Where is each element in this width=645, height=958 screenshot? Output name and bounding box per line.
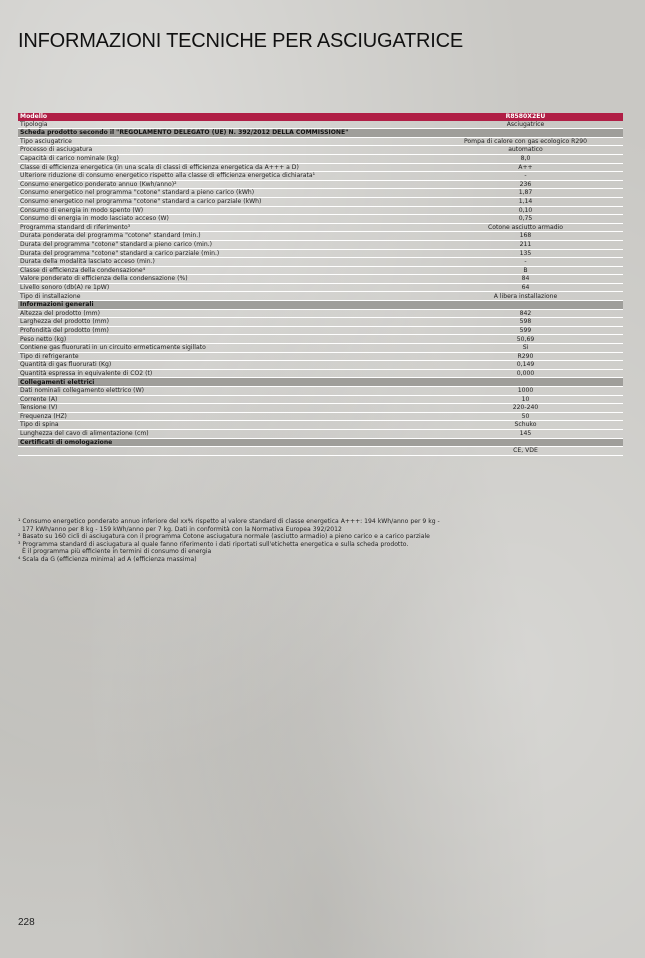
row-label: Frequenza (HZ) [18, 412, 428, 421]
table-row [18, 266, 623, 275]
row-value: 84 [428, 275, 623, 284]
table-row [18, 249, 623, 258]
footnote [18, 541, 623, 556]
row-value: 8,0 [428, 154, 623, 163]
table-row [18, 206, 623, 215]
section-header-row [18, 378, 623, 387]
section-header-row [18, 301, 623, 310]
row-value [428, 301, 623, 310]
row-label: Consumo di energia in modo lasciato acceso (W) [18, 215, 428, 224]
row-label: Classe di efficienza energetica (in una scala di classi di efficienza energetica da A+++ a D) [18, 163, 428, 172]
table-row [18, 387, 623, 396]
table-row [18, 180, 623, 189]
row-value: Sì [428, 344, 623, 353]
table-header-row [18, 113, 623, 121]
row-value: 0,75 [428, 215, 623, 224]
footnote-text: Programma standard di asciugatura al quale fanno riferimento i dati riportati sull'etichetta energetica e sulla scheda prodotto. [22, 540, 409, 548]
table-row [18, 163, 623, 172]
row-value: 220-240 [428, 404, 623, 413]
row-label: Consumo energetico nel programma "cotone" standard a carico parziale (kWh) [18, 197, 428, 206]
row-label: Capacità di carico nominale (kg) [18, 154, 428, 163]
footnote-text: Basato su 160 cicli di asciugatura con il programma Cotone asciugatura normale (asciutto armadio) a pieno carico e a carico parziale [22, 533, 430, 541]
row-value: R290 [428, 352, 623, 361]
table-row [18, 240, 623, 249]
header-model-value: R8580X2EU [428, 113, 623, 121]
section-label: Collegamenti elettrici [18, 378, 428, 387]
row-value [428, 378, 623, 387]
footnote-text: Consumo energetico ponderato annuo inferiore del xx% rispetto al valore standard di classe energetica A+++: 194 kWh/anno per 9 kg - [22, 518, 440, 525]
table-row [18, 258, 623, 267]
footnote-marker: ¹ [18, 518, 21, 525]
row-label: Durata del programma "cotone" standard a carico parziale (min.) [18, 249, 428, 258]
table-row [18, 447, 623, 456]
row-label: Profondità del prodotto (mm) [18, 326, 428, 335]
table-row [18, 275, 623, 284]
table-row [18, 352, 623, 361]
row-label: Durata del programma "cotone" standard a pieno carico (min.) [18, 240, 428, 249]
row-value [428, 129, 623, 138]
footnote-text: Scala da G (efficienza minima) ad A (efficienza massima) [22, 555, 197, 563]
page-title: INFORMAZIONI TECNICHE PER ASCIUGATRICE [18, 30, 464, 52]
row-label: Classe di efficienza della condensazione⁴ [18, 266, 428, 275]
table-row [18, 172, 623, 181]
row-value: automatico [428, 146, 623, 155]
row-value: 236 [428, 180, 623, 189]
footnotes [18, 518, 623, 564]
row-value: CE, VDE [428, 447, 623, 456]
row-label: Consumo di energia in modo spento (W) [18, 206, 428, 215]
spec-table-body [18, 113, 623, 455]
spec-table [18, 113, 623, 456]
row-value: 1000 [428, 387, 623, 396]
table-row [18, 412, 623, 421]
row-label: Tipo di installazione [18, 292, 428, 301]
section-label: Informazioni generali [18, 301, 428, 310]
footnote-marker: ³ [18, 540, 21, 548]
footnote [18, 533, 623, 541]
row-value: 1,14 [428, 197, 623, 206]
section-label: Certificati di omologazione [18, 438, 428, 447]
row-label: Valore ponderato di efficienza della condensazione (%) [18, 275, 428, 284]
row-value: A libera installazione [428, 292, 623, 301]
row-value: 168 [428, 232, 623, 241]
row-value: 50 [428, 412, 623, 421]
row-label: Contiene gas fluorurati in un circuito ermeticamente sigillato [18, 344, 428, 353]
row-value: 64 [428, 283, 623, 292]
row-label: Processo di asciugatura [18, 146, 428, 155]
row-label: Tipo di refrigerante [18, 352, 428, 361]
row-label: Corrente (A) [18, 395, 428, 404]
table-row [18, 395, 623, 404]
row-value: 0,000 [428, 369, 623, 378]
row-value: 599 [428, 326, 623, 335]
row-label: Altezza del prodotto (mm) [18, 309, 428, 318]
row-value: 842 [428, 309, 623, 318]
row-value: A++ [428, 163, 623, 172]
row-value: 0,149 [428, 361, 623, 370]
table-row [18, 154, 623, 163]
footnote-continuation: È il programma più efficiente in termini di consumo di energia [22, 548, 212, 556]
footnote-continuation: 177 kWh/anno per 8 kg - 159 kWh/anno per 7 kg. Dati in conformità con la Normativa Europea 392/2012 [22, 525, 342, 533]
footnote-marker: ⁴ [18, 555, 21, 563]
row-value [428, 438, 623, 447]
row-label: Quantità espressa in equivalente di CO2 (t) [18, 369, 428, 378]
row-label: Durata ponderata del programma "cotone" standard (min.) [18, 232, 428, 241]
row-value: B [428, 266, 623, 275]
footnote [18, 518, 623, 533]
row-label [18, 447, 428, 456]
row-value: 145 [428, 429, 623, 438]
table-row [18, 344, 623, 353]
table-row [18, 318, 623, 327]
row-label: Tensione (V) [18, 404, 428, 413]
row-value: Schuko [428, 421, 623, 430]
row-value: 135 [428, 249, 623, 258]
row-value: Asciugatrice [428, 121, 623, 129]
row-label: Livello sonoro (db(A) re 1pW) [18, 283, 428, 292]
row-value: 0,10 [428, 206, 623, 215]
table-row [18, 326, 623, 335]
row-label: Larghezza del prodotto (mm) [18, 318, 428, 327]
row-label: Dati nominali collegamento elettrico (W) [18, 387, 428, 396]
table-row [18, 369, 623, 378]
row-value: 50,69 [428, 335, 623, 344]
section-header-row [18, 129, 623, 138]
row-value: 598 [428, 318, 623, 327]
row-value: 10 [428, 395, 623, 404]
row-value: Cotone asciutto armadio [428, 223, 623, 232]
table-row [18, 283, 623, 292]
row-label: Programma standard di riferimento³ [18, 223, 428, 232]
table-row [18, 404, 623, 413]
row-label: Peso netto (kg) [18, 335, 428, 344]
row-label: Ulteriore riduzione di consumo energetico rispetto alla classe di efficienza energetica dichiarata¹ [18, 172, 428, 181]
table-row [18, 197, 623, 206]
section-label: Scheda prodotto secondo il "REGOLAMENTO DELEGATO (UE) N. 392/2012 DELLA COMMISSIONE" [18, 129, 428, 138]
footnote [18, 556, 623, 564]
row-label: Tipologia [18, 121, 428, 129]
row-label: Lunghezza del cavo di alimentazione (cm) [18, 429, 428, 438]
table-row [18, 121, 623, 129]
page-number: 228 [18, 917, 35, 928]
table-row [18, 189, 623, 198]
row-value: Pompa di calore con gas ecologico R290 [428, 137, 623, 146]
row-value: 211 [428, 240, 623, 249]
row-label: Consumo energetico ponderato annuo (Kwh/anno)² [18, 180, 428, 189]
table-row [18, 361, 623, 370]
row-label: Durata della modalità lasciato acceso (min.) [18, 258, 428, 267]
table-row [18, 146, 623, 155]
header-model-label: Modello [18, 113, 428, 121]
section-header-row [18, 438, 623, 447]
table-row [18, 309, 623, 318]
table-row [18, 223, 623, 232]
row-label: Consumo energetico nel programma "cotone" standard a pieno carico (kWh) [18, 189, 428, 198]
table-row [18, 232, 623, 241]
row-label: Tipo di spina [18, 421, 428, 430]
row-label: Quantità di gas fluorurati (Kg) [18, 361, 428, 370]
table-row [18, 215, 623, 224]
row-label: Tipo asciugatrice [18, 137, 428, 146]
row-value: - [428, 258, 623, 267]
table-row [18, 421, 623, 430]
table-row [18, 429, 623, 438]
table-row [18, 137, 623, 146]
row-value: - [428, 172, 623, 181]
table-row [18, 335, 623, 344]
row-value: 1,87 [428, 189, 623, 198]
footnote-marker: ² [18, 533, 21, 541]
table-row [18, 292, 623, 301]
